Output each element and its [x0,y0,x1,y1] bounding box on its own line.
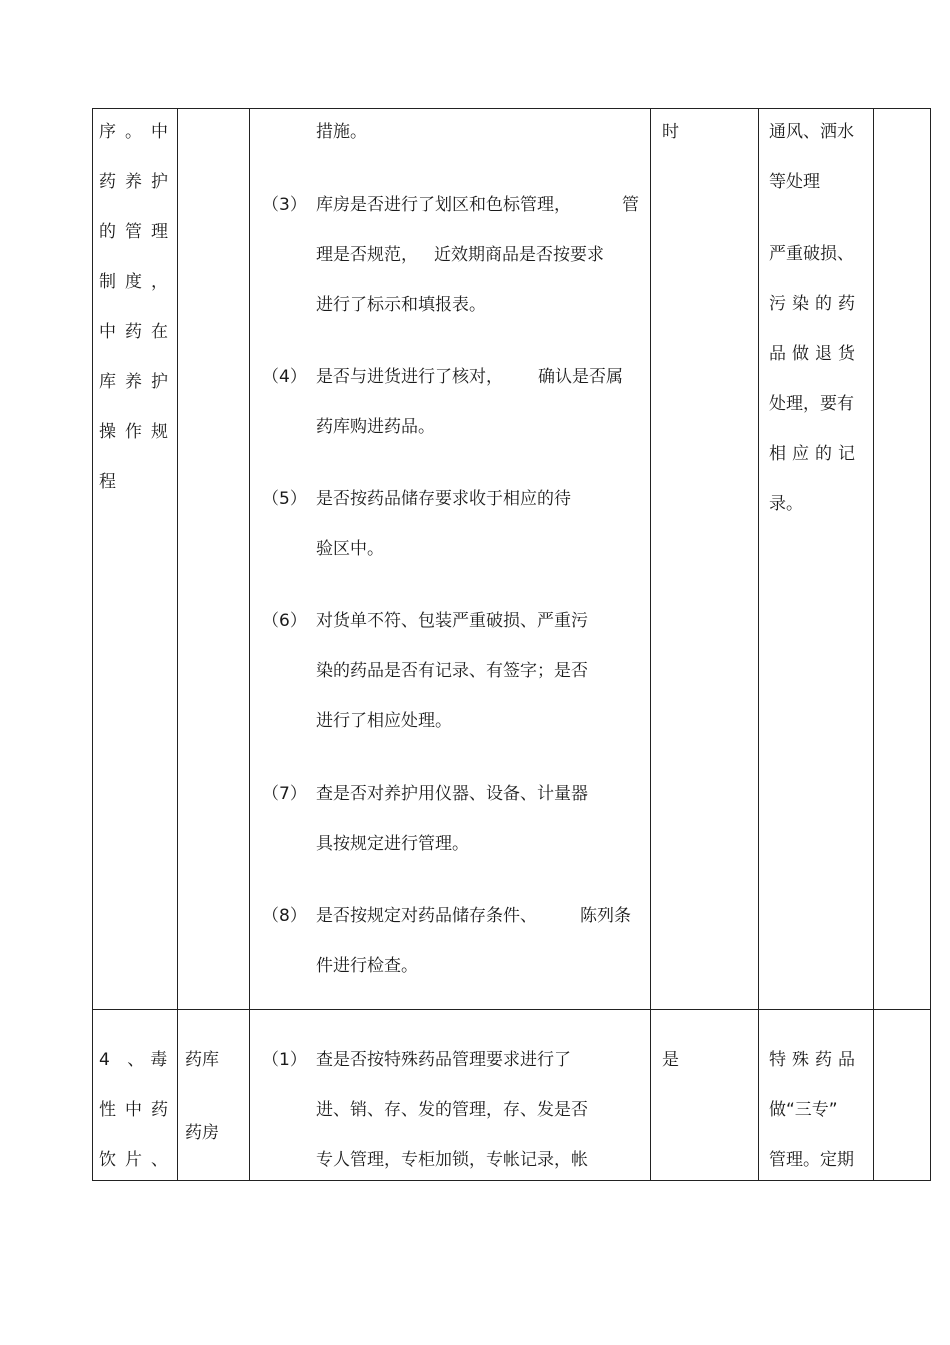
col-border [930,108,931,1181]
item-number: （7） [262,784,307,804]
item-text: 措施。 [316,122,367,142]
item-number: （8） [262,906,307,926]
cell-text: 严重破损、 [769,244,854,264]
item-text: 件进行检查。 [316,956,418,976]
item-text: 是否按药品储存要求收于相应的待 [316,489,571,509]
cell-text: 时 [662,122,679,142]
item-text: 查是否按特殊药品管理要求进行了 [316,1050,571,1070]
item-text: 进行了相应处理。 [316,711,452,731]
item-number: （1） [262,1050,307,1070]
item-text: 确认是否属 [538,367,623,387]
row-divider [92,1009,931,1010]
cell-text: 相应的记 [769,444,861,464]
cell-text: 序。中 [99,122,177,142]
col-border [92,108,93,1181]
item-text: 药库购进药品。 [316,417,435,437]
item-text: 理是否规范， [316,245,418,265]
item-text: 查是否对养护用仪器、设备、计量器 [316,784,588,804]
cell-text: 饮片、 [99,1150,177,1170]
cell-text: 是 [662,1050,679,1070]
item-text: 是否与进货进行了核对， [316,367,503,387]
cell-text: 特殊药品 [769,1050,861,1070]
col-border [758,108,759,1181]
item-text: 进、销、存、发的管理，存、发是否 [316,1100,588,1120]
cell-text: 等处理 [769,172,820,192]
cell-text: 药养护 [99,172,177,192]
cell-text: 库养护 [99,372,177,392]
item-number: （6） [262,611,307,631]
item-text: 进行了标示和填报表。 [316,295,486,315]
inspection-table [92,108,931,1181]
cell-text: 性中药 [99,1100,177,1120]
item-text: 染的药品是否有记录、有签字；是否 [316,661,588,681]
cell-text: 管理。定期 [769,1150,854,1170]
cell-text: 4 、毒 [99,1050,174,1070]
item-text: 近效期商品是否按要求 [434,245,604,265]
item-text: 库房是否进行了划区和色标管理， [316,195,571,215]
cell-text: 操作规 [99,422,177,442]
cell-text: 处理，要有 [769,394,854,414]
item-number: （4） [262,367,307,387]
item-text: 陈列条 [580,906,631,926]
table-top-border [92,108,931,109]
cell-text: 程 [99,472,125,492]
col-border [177,108,178,1181]
item-text: 是否按规定对药品储存条件、 [316,906,537,926]
cell-text: 做“三专” [769,1100,838,1120]
cell-text: 通风、洒水 [769,122,854,142]
cell-text: 的管理 [99,222,177,242]
cell-text: 药房 [185,1123,219,1143]
item-number: （3） [262,195,307,215]
col-border [873,108,874,1181]
item-text: 专人管理，专柜加锁，专帐记录，帐 [316,1150,588,1170]
cell-text: 污染的药 [769,294,861,314]
col-border [650,108,651,1181]
table-bottom-border [92,1180,931,1181]
cell-text: 品做退货 [769,344,861,364]
item-text: 管 [622,195,639,215]
item-number: （5） [262,489,307,509]
item-text: 验区中。 [316,539,384,559]
cell-text: 药库 [185,1050,219,1070]
cell-text: 录。 [769,494,803,514]
cell-text: 制度， [99,272,177,292]
cell-text: 中药在 [99,322,177,342]
col-border [249,108,250,1181]
item-text: 对货单不符、包装严重破损、严重污 [316,611,588,631]
item-text: 具按规定进行管理。 [316,834,469,854]
